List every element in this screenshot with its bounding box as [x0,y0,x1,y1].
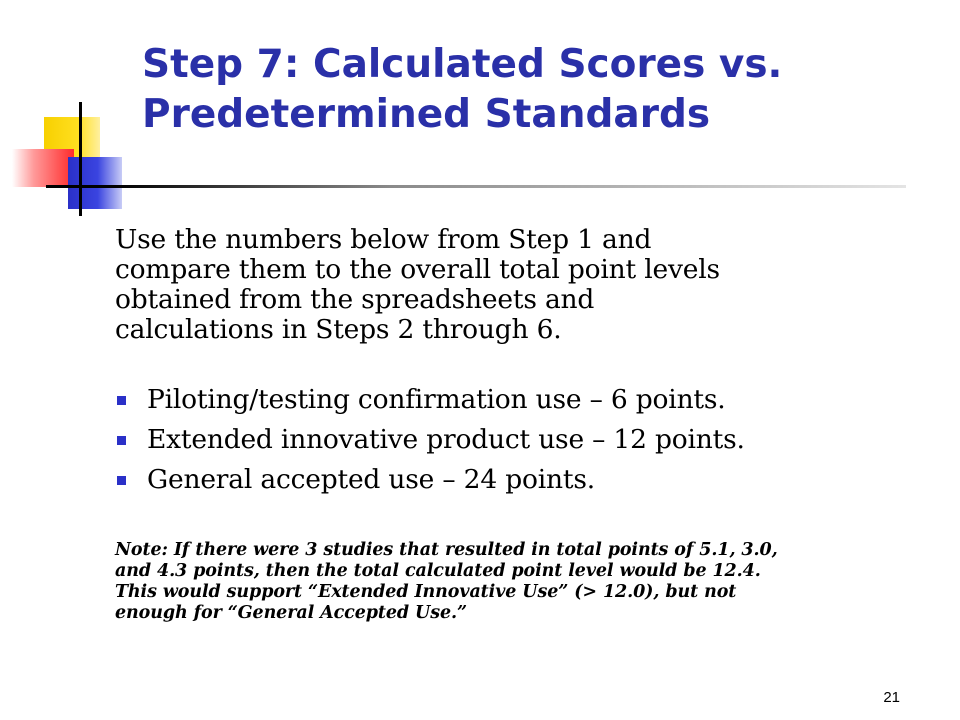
intro-line: Use the numbers below from Step 1 and [115,224,652,255]
slide-title [142,40,942,140]
note-line: This would support “Extended Innovative Use” (> 12.0), but not [115,582,737,602]
square-bullet-icon [117,396,126,405]
note-line: enough for “General Accepted Use.” [115,603,467,623]
list-item-text: Extended innovative product use – 12 points. [147,424,745,455]
decor-blue-square [68,157,122,209]
square-bullet-icon [117,476,126,485]
list-item [115,384,935,424]
title-underline-rule [46,185,906,188]
note-line: Note: If there were 3 studies that resulted in total points of 5.1, 3.0, [115,540,778,560]
page-number: 21 [883,689,900,706]
square-bullet-icon [117,436,126,445]
list-item-text: General accepted use – 24 points. [147,464,595,495]
list-item-text: Piloting/testing confirmation use – 6 points. [147,384,726,415]
list-item [115,424,935,464]
note-paragraph [115,540,935,624]
intro-line: calculations in Steps 2 through 6. [115,314,562,345]
decor-vertical-rule [79,102,82,216]
intro-paragraph [115,225,915,345]
slide-title-line: Predetermined Standards [142,92,711,137]
point-level-list [115,384,935,504]
intro-line: compare them to the overall total point levels [115,254,720,285]
slide-title-line: Step 7: Calculated Scores vs. [142,42,783,87]
intro-line: obtained from the spreadsheets and [115,284,595,315]
decor-red-square [12,149,74,187]
note-line: and 4.3 points, then the total calculated point level would be 12.4. [115,561,761,581]
list-item [115,464,935,504]
